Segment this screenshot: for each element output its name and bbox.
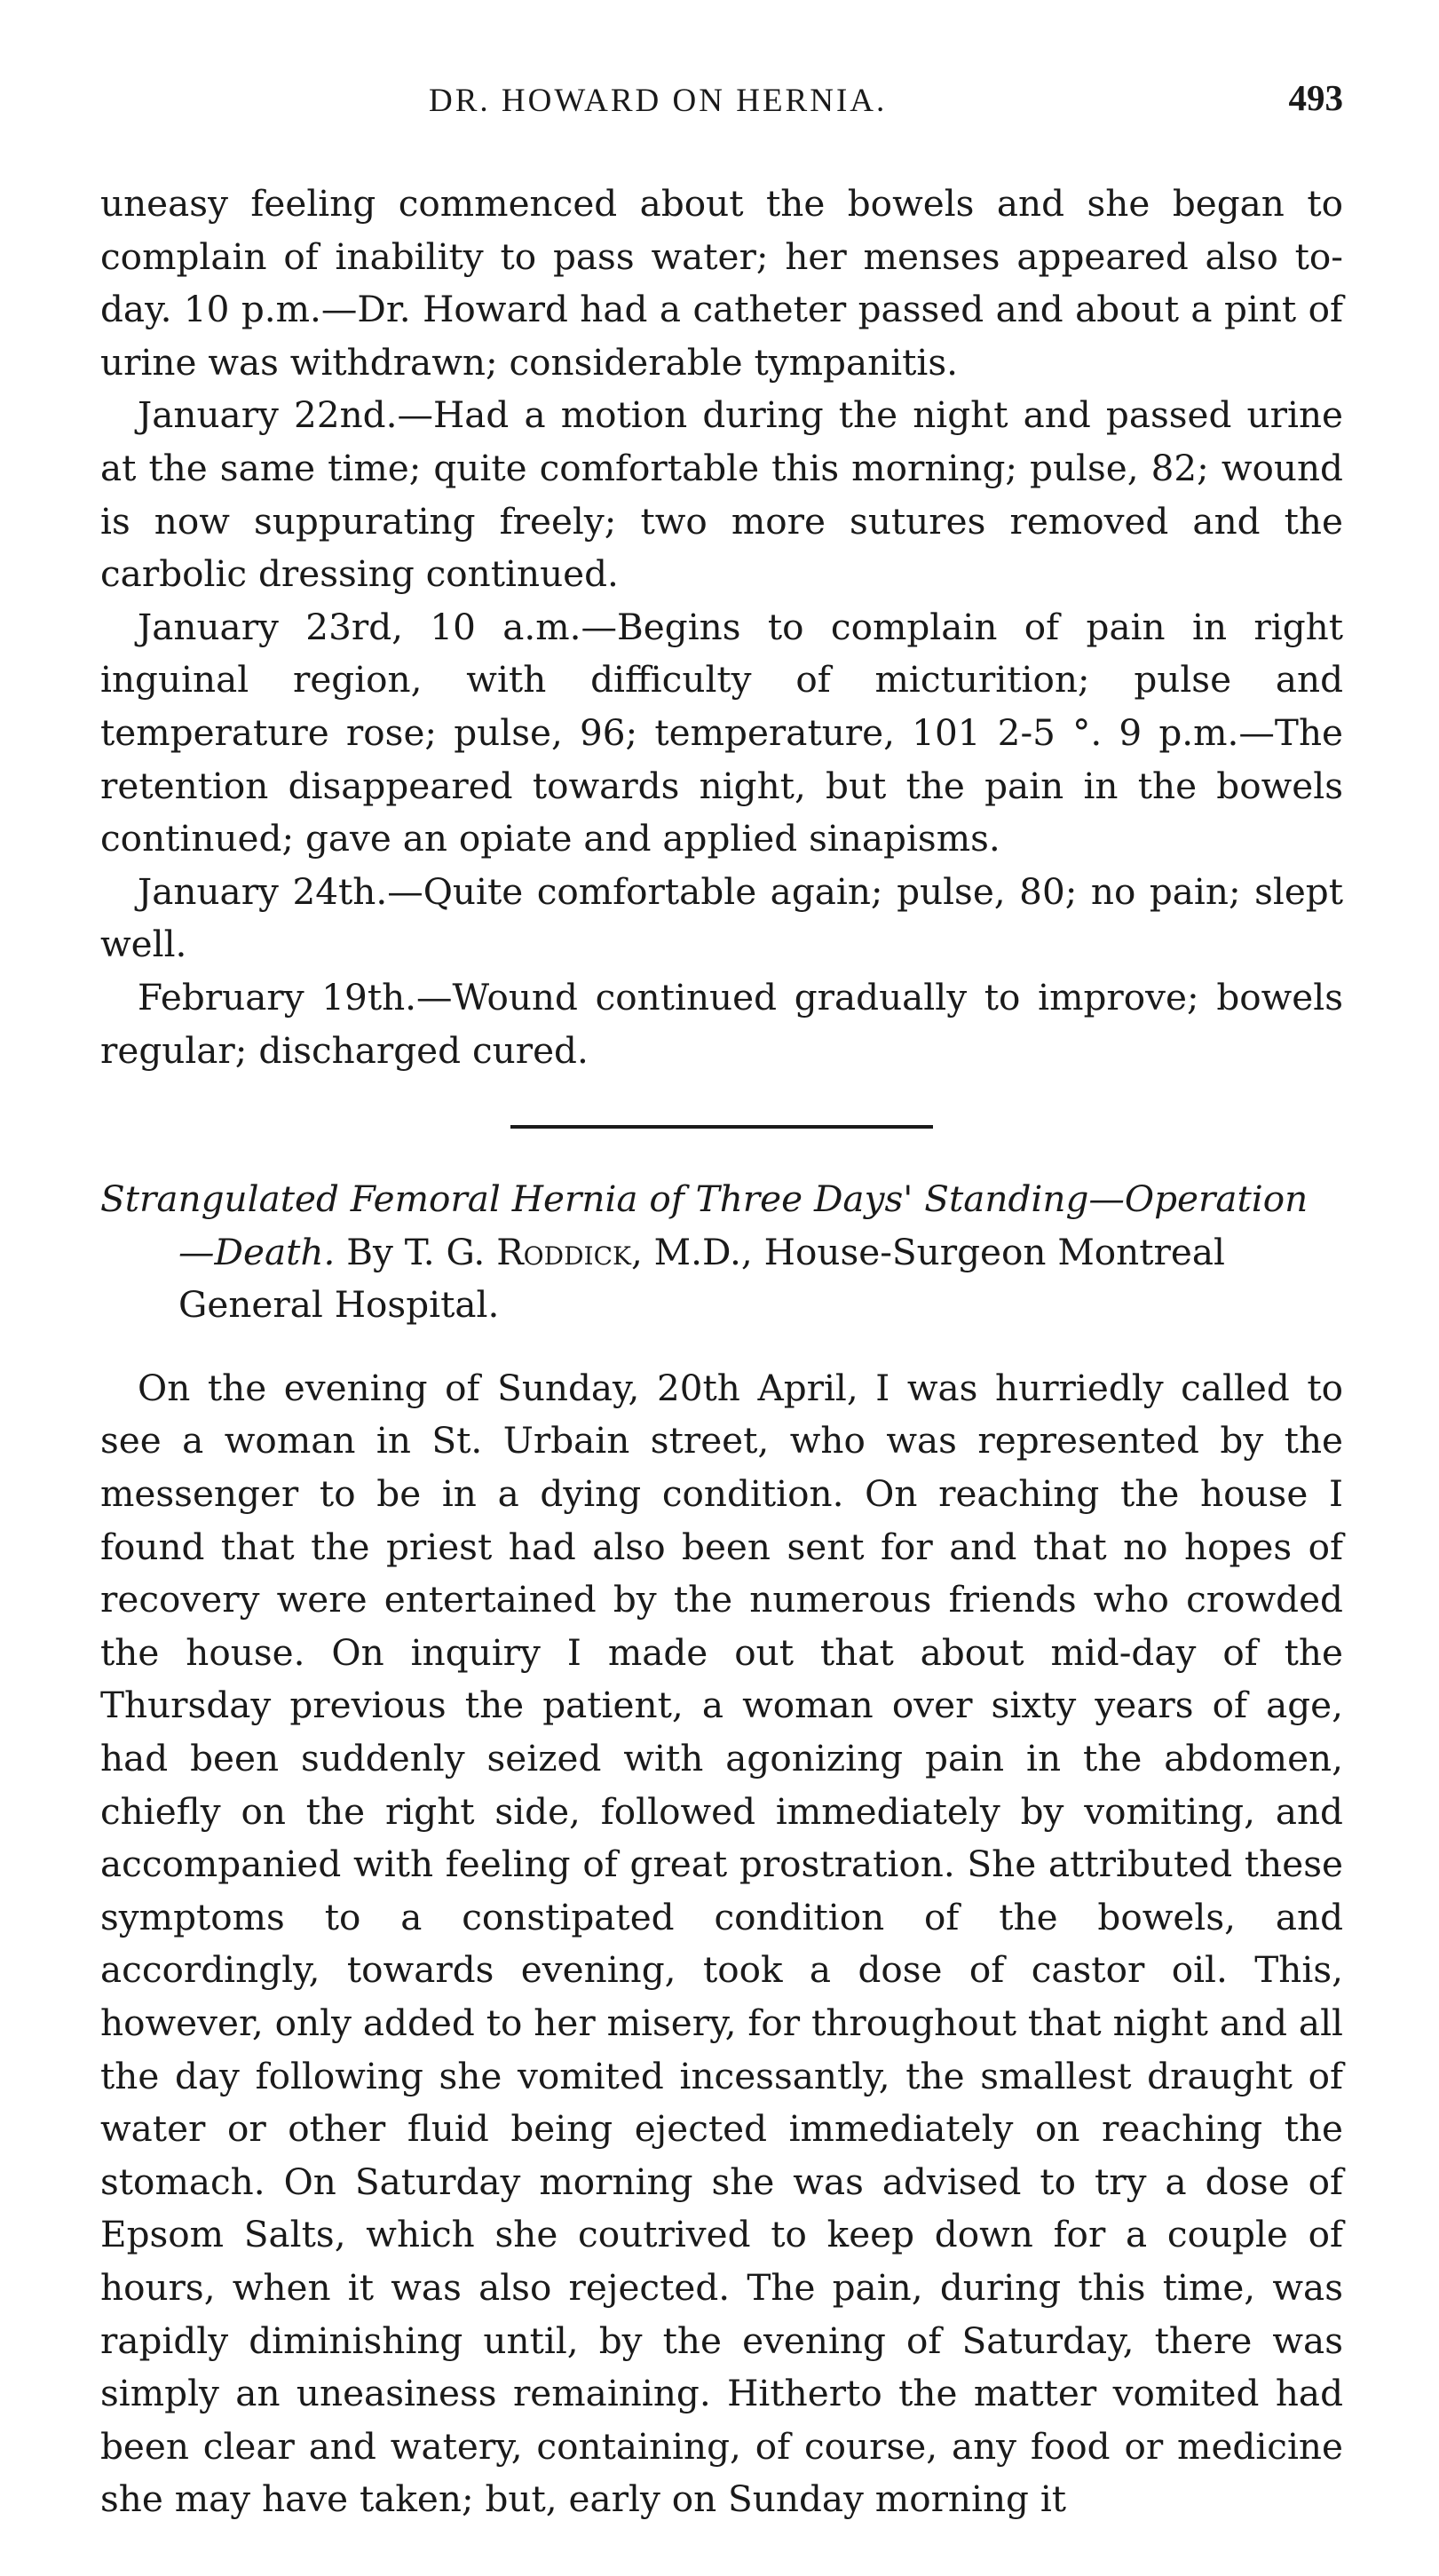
article-affiliation: , M.D., House-Surgeon Montreal General Hospital. <box>178 1230 1225 1327</box>
section-divider <box>510 1125 933 1129</box>
running-head <box>100 77 1343 135</box>
case-notes <box>100 178 1343 1077</box>
article-byline: By T. G. <box>335 1230 497 1273</box>
case-note-paragraph: January 22nd.—Had a motion during the night and passed urine at the same time; quite comfortable this morning; pulse, 82; wound is now suppurating freely; two more sutures removed and the carbolic dressing continued. <box>100 393 1343 596</box>
running-title: DR. HOWARD ON HERNIA. <box>429 83 888 119</box>
article-heading <box>100 1173 1343 1332</box>
case-note-paragraph: January 24th.—Quite comfortable again; pulse, 80; no pain; slept well. <box>100 869 1343 966</box>
case-note-paragraph: February 19th.—Wound continued gradually to improve; bowels regular; discharged cured. <box>100 975 1343 1072</box>
case-note-paragraph: January 23rd, 10 a.m.—Begins to complain of pain in right inguinal region, with difficulty of micturition; pulse and temperature rose; pulse, 96; temperature, 101 2-5 °. 9 p.m.—The retention disappeared towards night, but the pain in the bowels continued; gave an opiate and applied sinapisms. <box>100 605 1343 860</box>
book-page <box>100 77 1343 2526</box>
page-number: 493 <box>1288 77 1343 118</box>
article-body-paragraph: On the evening of Sunday, 20th April, I was hurriedly called to see a woman in St. Urbain street, who was represented by the messenger to be in a dying condition. On reaching the house I found that the priest had also been sent for and that no hopes of recovery were entertained by the numerous friends who crowded the house. On inquiry I made out that about mid-day of the Thursday previous the patient, a woman over sixty years of age, had been suddenly seized with agonizing pain in the abdomen, chiefly on the right side, followed immediately by vomiting, and accompanied with feeling of great prostration. She attributed these symptoms to a constipated condition of the bowels, and accordingly, towards evening, took a dose of castor oil. This, however, only added to her misery, for throughout that night and all the day following she vomited incessantly, the smallest draught of water or other fluid being ejected immediately on reaching the stomach. On Saturday morning she was advised to try a dose of Epsom Salts, which she coutrived to keep down for a couple of hours, when it was also rejected. The pain, during this time, was rapidly diminishing until, by the evening of Saturday, there was simply an uneasiness remaining. Hitherto the matter vomited had been clear and watery, containing, of course, any food or medicine she may have taken; but, early on Sunday morning it <box>100 1366 1343 2521</box>
article-author: Roddick <box>496 1230 631 1273</box>
case-note-paragraph: uneasy feeling commenced about the bowels and she began to complain of inability to pass water; her menses appeared also to-day. 10 p.m.—Dr. Howard had a catheter passed and about a pint of urine was withdrawn; considerable tympanitis. <box>100 182 1343 384</box>
article-title: Strangulated Femoral Hernia of Three Days' Standing—Operation—Death. <box>100 1177 1309 1273</box>
